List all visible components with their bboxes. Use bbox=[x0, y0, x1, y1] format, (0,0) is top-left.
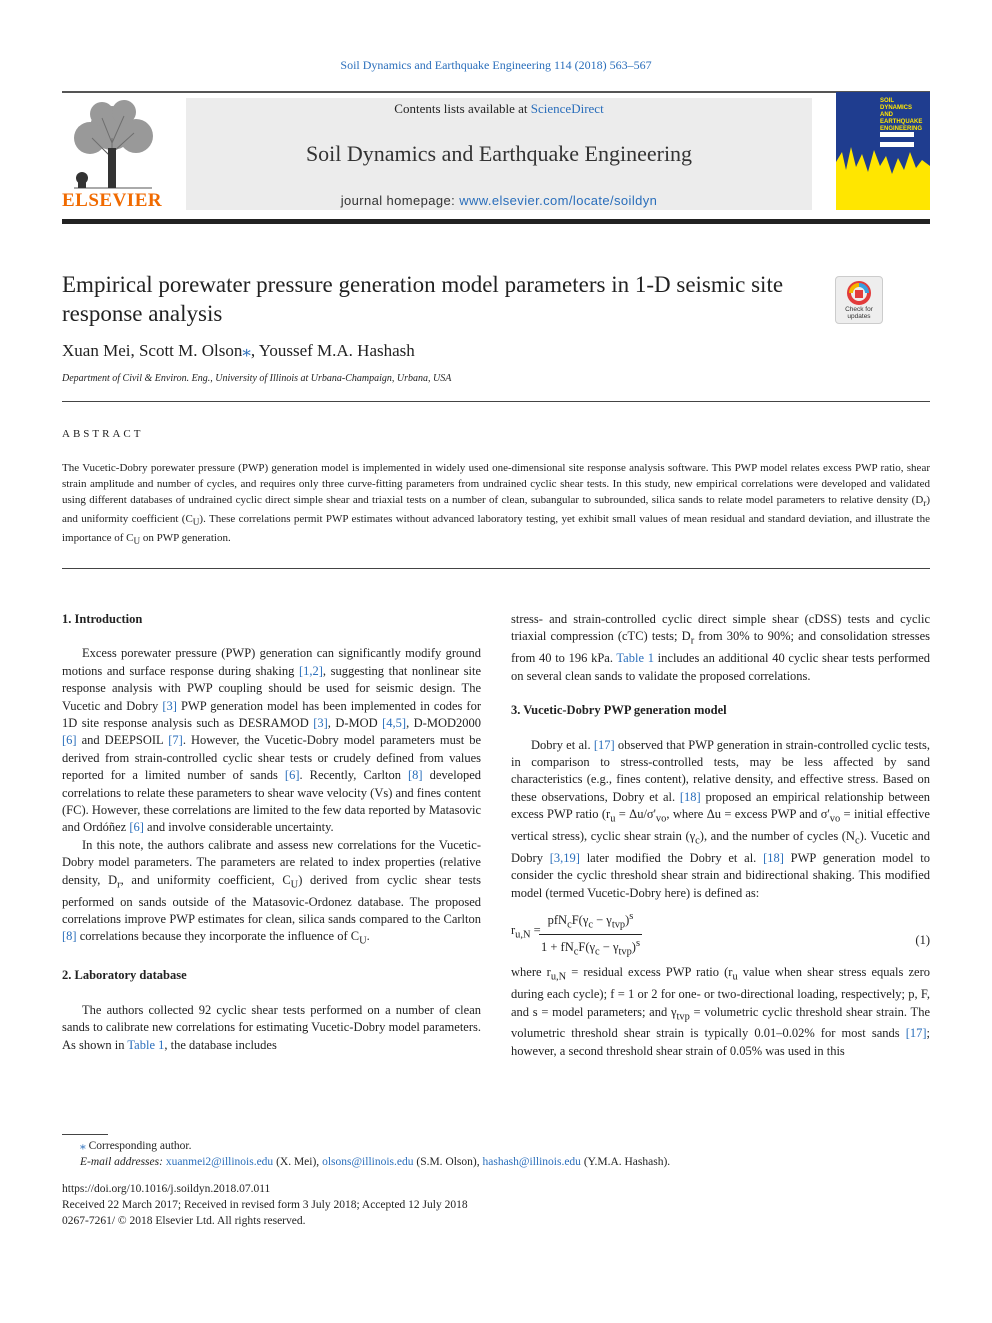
text: The authors collected 92 cyclic shear tests performed on a number of clean sands to calibrate new correlations for estimating Vucetic-Dobry model parameters. As shown in bbox=[62, 1002, 481, 1052]
corresponding-author-note bbox=[80, 1138, 191, 1154]
text: − γ bbox=[592, 913, 612, 928]
subscript: r bbox=[117, 879, 121, 891]
contents-line bbox=[186, 101, 812, 117]
abstract-part: ). These correlations permit PWP estimates without advanced laboratory testing, yet exhibit small values of mean residual and standard deviation, and illustrate the importance of C bbox=[62, 513, 930, 545]
abstract-text bbox=[62, 460, 930, 550]
subscript: c bbox=[567, 919, 572, 931]
cover-title: SOIL DYNAMICS AND EARTHQUAKE ENGINEERING bbox=[880, 98, 923, 132]
text: (Y.M.A. Hashash). bbox=[580, 1156, 671, 1168]
text: includes an additional 40 cyclic shear tests performed on several clean sands to validate the proposed correlations. bbox=[511, 651, 931, 683]
subscript: U bbox=[359, 935, 367, 947]
text: (X. Mei), bbox=[273, 1156, 323, 1168]
copyright: 0267-7261/ © 2018 Elsevier Ltd. All rights reserved. bbox=[62, 1215, 306, 1227]
header-bottom-rule bbox=[62, 219, 930, 224]
article-title: Empirical porewater pressure generation model parameters in 1-D seismic site response analysis bbox=[62, 272, 784, 326]
subscript: u bbox=[610, 813, 616, 825]
intro-paragraph-1 bbox=[62, 645, 481, 836]
citation-link[interactable]: [18] bbox=[679, 789, 701, 804]
subscript: c bbox=[854, 835, 860, 847]
text: In this note, the authors calibrate and assess new correlations for the Vucetic-Dobry model parameters. The parameters are related to index properties (relative density, D bbox=[62, 837, 481, 887]
text: pfN bbox=[547, 913, 568, 928]
email-addresses bbox=[80, 1154, 670, 1170]
subscript: tvp bbox=[618, 946, 632, 958]
subscript: c bbox=[595, 946, 600, 958]
citation-link[interactable]: [17] bbox=[593, 737, 615, 752]
superscript: s bbox=[635, 938, 641, 950]
citation-link[interactable]: [8] bbox=[408, 768, 423, 783]
subscript: U bbox=[192, 517, 200, 528]
text: , and uniformity coefficient, C bbox=[120, 872, 291, 887]
text: and DEEPSOIL bbox=[76, 733, 169, 748]
subscript: r bbox=[690, 635, 695, 647]
subscript: c bbox=[695, 835, 700, 847]
text: 1 + fN bbox=[541, 940, 574, 955]
text: observed that PWP generation in strain-controlled cyclic tests, in comparison to stress-controlled tests, may be less affected by sand characteristics (e.g., fines content), relative density, and effective stress. Based on these observations, Dobry et al. bbox=[511, 737, 930, 804]
subscript: c bbox=[573, 946, 579, 958]
text: ; however, a second threshold shear strain of 0.05% was used in this bbox=[511, 1026, 930, 1058]
equation-denominator bbox=[539, 935, 642, 961]
text: r bbox=[511, 923, 516, 938]
text: Excess porewater pressure (PWP) generation can significantly modify ground motions and surface response during shaking bbox=[62, 646, 481, 678]
abstract-heading: ABSTRACT bbox=[62, 428, 144, 440]
text: , the database includes bbox=[164, 1037, 277, 1052]
email-link[interactable]: olsons@illinois.edu bbox=[322, 1156, 414, 1168]
section-heading-laboratory-database: 2. Laboratory database bbox=[62, 968, 187, 983]
equation-1 bbox=[511, 908, 930, 960]
text: ), and the number of cycles (N bbox=[699, 829, 855, 844]
text: proposed an empirical relationship between excess PWP ratio (r bbox=[511, 789, 930, 822]
section-heading-vucetic-dobry: 3. Vucetic-Dobry PWP generation model bbox=[511, 703, 727, 718]
text: Dobry et al. bbox=[531, 737, 594, 752]
text: F(γ bbox=[571, 913, 589, 928]
text: ). Vucetic and Dobry bbox=[511, 829, 931, 865]
text: ) bbox=[625, 913, 630, 928]
sciencedirect-link[interactable]: ScienceDirect bbox=[530, 101, 604, 116]
text: . However, the Vucetic-Dobry model parameters must be derived from strain-controlled cyclic shear tests or crudely defined from values reported for a limited number of sands bbox=[62, 733, 481, 783]
subscript: tvp bbox=[676, 1011, 690, 1022]
text: and involve considerable uncertainty. bbox=[143, 820, 334, 835]
doi-link[interactable]: https://doi.org/10.1016/j.soildyn.2018.07.011 bbox=[62, 1183, 271, 1195]
author-list bbox=[62, 341, 415, 361]
elsevier-tree-icon bbox=[62, 98, 162, 190]
subscript: U bbox=[290, 879, 299, 891]
lab-paragraph-1 bbox=[62, 1002, 481, 1054]
table-link[interactable]: Table 1 bbox=[127, 1037, 165, 1052]
homepage-prefix: journal homepage: bbox=[340, 193, 460, 208]
authors-first: Xuan Mei, Scott M. Olson bbox=[62, 341, 243, 360]
citation-link[interactable]: [6] bbox=[62, 733, 77, 748]
abstract-part: on PWP generation. bbox=[140, 532, 231, 545]
text: = initial effective vertical stress), cyclic shear strain (γ bbox=[511, 807, 930, 844]
journal-citation[interactable]: Soil Dynamics and Earthquake Engineering 114 (2018) 563–567 bbox=[340, 58, 652, 72]
text: stress- and strain-controlled cyclic direct simple shear (cDSS) tests and cyclic triaxial compression (cTC) tests; D bbox=[511, 612, 930, 644]
received-dates: Received 22 March 2017; Received in revised form 3 July 2018; Accepted 12 July 2018 bbox=[62, 1199, 468, 1211]
text: , where Δu = excess PWP and σ' bbox=[666, 807, 830, 822]
text: developed correlations to relate these parameters to shear wave velocity (Vs) and fines content (FC). However, these correlations are limited to the few data reported by Matasovic and Ordóñez bbox=[62, 768, 481, 835]
publisher-name: ELSEVIER bbox=[62, 190, 163, 211]
lab-paragraph-continued bbox=[511, 611, 930, 685]
citation-link[interactable]: [3] bbox=[313, 716, 328, 731]
vd-paragraph-2 bbox=[511, 964, 930, 1060]
citation-link[interactable]: [6] bbox=[129, 820, 144, 835]
equation-lhs bbox=[511, 922, 541, 944]
text: PWP generation model has been implemented in codes for 1D site response analysis such as DESRAMOD bbox=[62, 698, 481, 731]
email-link[interactable]: hashash@illinois.edu bbox=[482, 1156, 581, 1168]
header-top-rule bbox=[62, 91, 930, 93]
equation-numerator bbox=[539, 908, 642, 935]
elsevier-logo bbox=[62, 98, 162, 212]
text: Corresponding author. bbox=[85, 1140, 192, 1152]
citation-link[interactable]: [7] bbox=[168, 733, 183, 748]
text: ) bbox=[631, 940, 636, 955]
table-link[interactable]: Table 1 bbox=[616, 651, 654, 666]
contents-prefix: Contents lists available at bbox=[394, 101, 531, 116]
subscript: U bbox=[133, 536, 141, 547]
corresponding-author-mark[interactable]: ⁎ bbox=[242, 341, 251, 360]
left-column bbox=[62, 611, 481, 1054]
text: later modified the Dobry et al. bbox=[579, 850, 764, 865]
citation-link[interactable]: [17] bbox=[905, 1026, 927, 1041]
citation-link[interactable]: [1,2] bbox=[298, 663, 323, 678]
abstract-part: The Vucetic-Dobry porewater pressure (PWP) generation model is implemented in widely used one-dimensional site response analysis software. This PWP model relates excess PWP ratio, shear strain amplitude and number of cycles, and requires only three curve-fitting parameters from undrained cyclic shear tests. In this study, new empirical correlations were developed and validated using different databases of undrained cyclic direct simple shear and triaxial tests on a number of clean, subangular to subrounded, silica sands to relate model parameters to relative density (D bbox=[62, 462, 930, 506]
text: PWP generation model to consider the cyclic threshold shear strain and bidirectional shaking. This modified model (termed Vucetic-Dobry here) is defined as: bbox=[511, 850, 930, 900]
intro-paragraph-2 bbox=[62, 837, 481, 950]
text: where r bbox=[511, 965, 551, 980]
homepage-link[interactable]: www.elsevier.com/locate/soildyn bbox=[459, 193, 658, 208]
vd-paragraph-1 bbox=[511, 737, 930, 903]
citation-link[interactable]: [3] bbox=[162, 698, 177, 713]
abstract-part: ) and uniformity coefficient (C bbox=[62, 494, 930, 526]
email-link[interactable]: xuanmei2@illinois.edu bbox=[165, 1156, 274, 1168]
text: F(γ bbox=[578, 940, 596, 955]
subscript: r bbox=[923, 498, 927, 509]
badge-label: Check for updates bbox=[845, 306, 873, 320]
subscript: vo bbox=[829, 813, 841, 825]
subscript: c bbox=[588, 919, 593, 931]
text: , suggesting that nonlinear site response analysis with PWP coupling should be used for seismic design. The Vucetic and Dobry bbox=[62, 663, 481, 713]
text: value when shear stress equals zero during each cycle); f = 1 or 2 for one- or two-directional loading, respectively; p, F, and s = model parameters; and γ bbox=[511, 965, 930, 1019]
text: , D-MOD bbox=[327, 716, 383, 731]
text: from 30% to 90%; and consolidation stresses from 40 to 196 kPa. bbox=[511, 629, 930, 666]
equation-number: (1) bbox=[915, 933, 930, 948]
section-heading-introduction: 1. Introduction bbox=[62, 612, 143, 626]
subscript: u bbox=[732, 971, 738, 983]
footnote-mark[interactable]: ⁎ bbox=[80, 1140, 86, 1152]
citation-link[interactable]: [3,19] bbox=[549, 850, 580, 865]
citation-link[interactable]: [4,5] bbox=[382, 716, 407, 731]
text: ) derived from cyclic shear tests performed on sands outside of the Matasovic-Ordonez database. The proposed correlations improve PWP estimates for clean, silica sands compared to the Carlton bbox=[62, 872, 481, 926]
abstract-top-rule bbox=[62, 401, 930, 402]
equation-fraction bbox=[539, 908, 642, 961]
footnote-rule bbox=[62, 1134, 108, 1135]
text: (S.M. Olson), bbox=[413, 1156, 483, 1168]
affiliation: Department of Civil & Environ. Eng., University of Illinois at Urbana-Champaign, Urbana, USA bbox=[62, 373, 452, 384]
journal-cover[interactable] bbox=[836, 92, 930, 210]
text: , D-MOD2000 bbox=[406, 716, 481, 731]
subscript: tvp bbox=[611, 919, 626, 931]
text: = residual excess PWP ratio (r bbox=[566, 965, 733, 980]
journal-title: Soil Dynamics and Earthquake Engineering bbox=[305, 141, 693, 166]
check-updates-icon bbox=[847, 281, 871, 305]
right-column bbox=[511, 611, 930, 1060]
text: correlations because they incorporate the influence of C bbox=[76, 929, 360, 944]
cover-art-icon bbox=[836, 92, 930, 210]
text: . bbox=[366, 929, 370, 944]
authors-rest: , Youssef M.A. Hashash bbox=[250, 341, 415, 360]
check-for-updates-badge[interactable] bbox=[835, 276, 883, 324]
email-label: E-mail addresses: bbox=[80, 1156, 166, 1168]
subscript: vo bbox=[655, 813, 667, 825]
subscript: u,N bbox=[515, 929, 531, 941]
abstract-bottom-rule bbox=[62, 568, 930, 569]
subscript: u,N bbox=[550, 971, 567, 983]
superscript: s bbox=[629, 911, 634, 923]
citation-link[interactable]: [8] bbox=[62, 929, 77, 944]
citation-link[interactable]: [18] bbox=[763, 850, 784, 865]
text: . Recently, Carlton bbox=[299, 768, 408, 783]
citation-link[interactable]: [6] bbox=[284, 768, 300, 783]
text: = bbox=[530, 923, 541, 938]
text: = Δu/σ' bbox=[615, 807, 656, 822]
journal-homepage bbox=[186, 193, 812, 208]
text: = volumetric cyclic threshold shear strain. The volumetric threshold shear strain is typically 0.01–0.02% for most sands bbox=[511, 1004, 930, 1041]
text: − γ bbox=[599, 940, 619, 955]
